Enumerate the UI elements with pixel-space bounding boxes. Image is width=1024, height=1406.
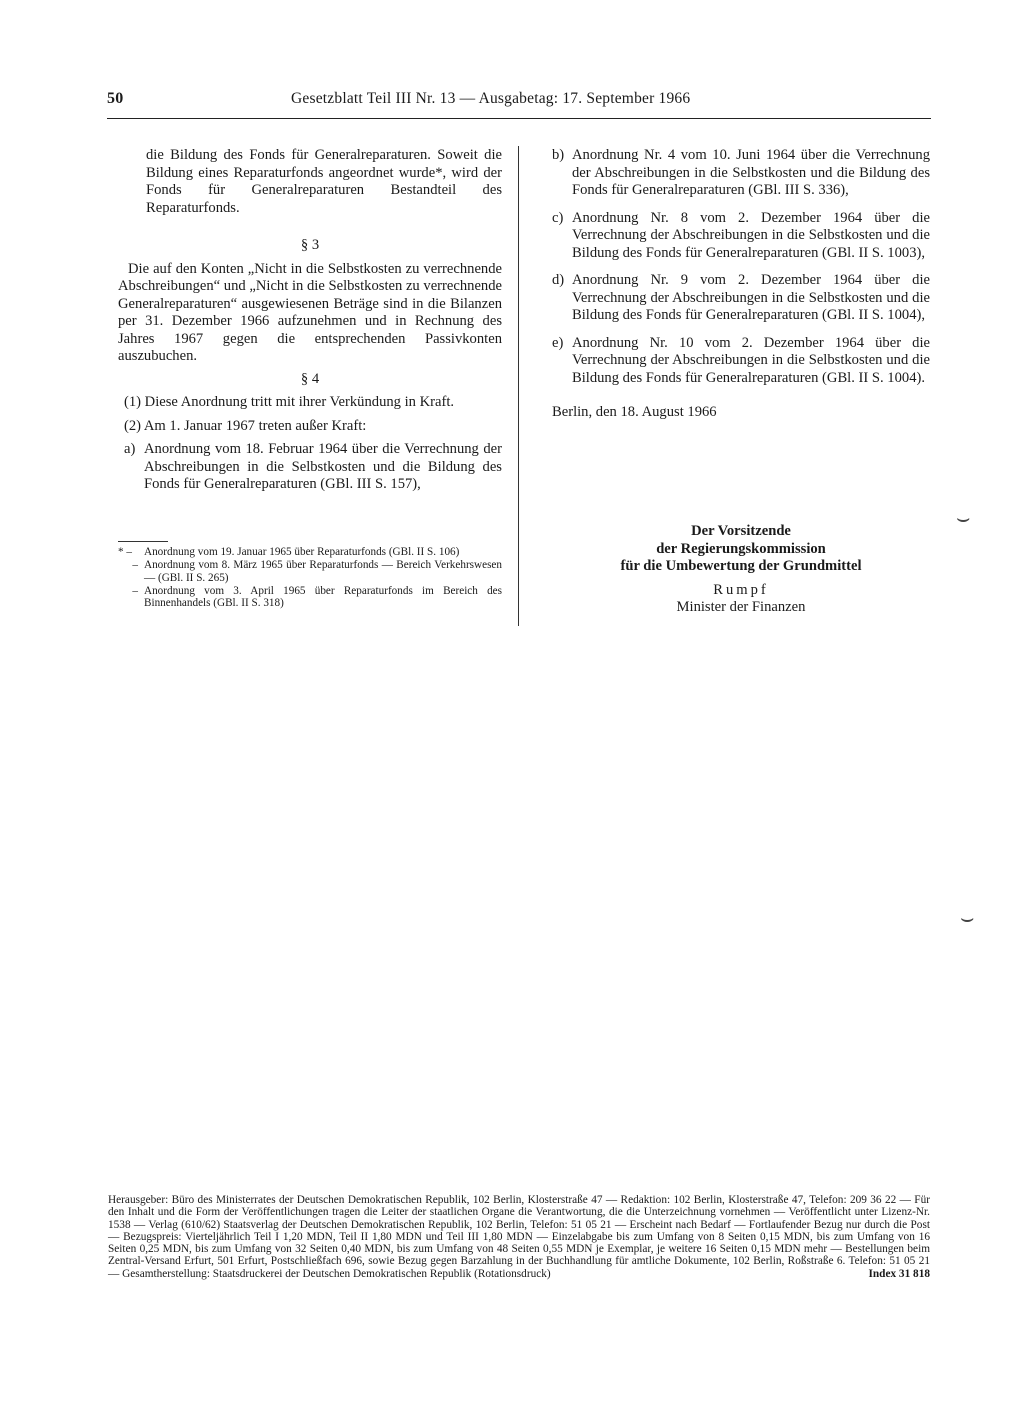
left-column xyxy=(118,147,502,494)
list-item-c xyxy=(552,210,930,263)
page-title: Gesetzblatt Teil III Nr. 13 — Ausgabetag: 17. September 1966 xyxy=(291,90,691,107)
footnote-text: Anordnung vom 8. März 1965 über Reparaturfonds — Bereich Verkehrswesen — (GBl. II S. 265) xyxy=(144,559,502,584)
index-number: Index 31 818 xyxy=(868,1267,930,1280)
list-item-label: d) xyxy=(552,272,565,288)
list-item-label: c) xyxy=(552,209,564,226)
imprint xyxy=(108,1194,930,1280)
signature-block xyxy=(552,523,930,617)
place-date: Berlin, den 18. August 1966 xyxy=(552,404,717,420)
list-item-text: Anordnung Nr. 4 vom 10. Juni 1964 über die Verrechnung der Abschreibungen in die Selbstkosten und die Bildung des Fonds für Generalreparaturen (GBl. III S. 336), xyxy=(572,147,930,198)
footnote-mark: – xyxy=(132,584,138,597)
signatory-role: Minister der Finanzen xyxy=(676,599,806,615)
page-header xyxy=(107,88,931,112)
list-item-d xyxy=(552,272,930,325)
margin-mark: ⌣ xyxy=(960,905,975,930)
list-item-label: e) xyxy=(552,334,564,351)
signatory-title-1: Der Vorsitzende xyxy=(691,523,791,539)
section-4-paragraph-1: (1) Diese Anordnung tritt mit ihrer Verkündung in Kraft. xyxy=(124,394,455,410)
column-divider xyxy=(518,146,519,626)
footnote-mark: – xyxy=(132,559,138,572)
list-item-text: Anordnung vom 18. Februar 1964 über die Verrechnung der Abschreibungen in die Selbstkosten und die Bildung des Fonds für Generalreparaturen (GBl. III S. 157), xyxy=(144,441,502,492)
list-item-label: a) xyxy=(124,441,136,457)
section-3-heading: § 3 xyxy=(300,237,320,253)
right-column xyxy=(552,147,930,422)
section-4-paragraph-2: (2) Am 1. Januar 1967 treten außer Kraft: xyxy=(124,417,367,434)
signatory-title-2: der Regierungskommission xyxy=(656,540,826,557)
footnote xyxy=(118,559,502,584)
footnote-text: Anordnung vom 3. April 1965 über Reparaturfonds im Bereich des Binnenhandels (GBl. II S. 318) xyxy=(144,584,502,610)
footnotes xyxy=(118,546,502,610)
footnote-text: Anordnung vom 19. Januar 1965 über Reparaturfonds (GBl. II S. 106) xyxy=(144,546,460,558)
footnote xyxy=(118,585,502,610)
list-item-a xyxy=(118,441,502,494)
list-item-text: Anordnung Nr. 9 vom 2. Dezember 1964 über die Verrechnung der Abschreibungen in die Selbstkosten und die Bildung des Fonds für Generalreparaturen (GBl. II S. 1004), xyxy=(572,272,930,323)
page-number: 50 xyxy=(107,90,124,107)
list-item-label: b) xyxy=(552,147,565,163)
footnote-rule xyxy=(118,541,168,542)
margin-mark: ⌣ xyxy=(956,505,971,530)
list-item-text: Anordnung Nr. 8 vom 2. Dezember 1964 über die Verrechnung der Abschreibungen in die Selbstkosten und die Bildung des Fonds für Generalreparaturen (GBl. II S. 1003), xyxy=(572,209,930,261)
section-4-heading: § 4 xyxy=(300,370,320,387)
signatory-name: Rumpf xyxy=(713,581,769,598)
section-3-text: Die auf den Konten „Nicht in die Selbstkosten zu verrechnende Abschreibungen“ und „Nicht in die Selbstkosten zu verrechnende Generalreparaturen“ ausgewiesenen Beträge sind in die Bilanzen per 31. Dezember 1966 aufzunehmen und in Rechnung des Jahres 1967 gegen die entsprechenden Passivkonten auszubuchen. xyxy=(118,260,502,364)
list-item-text: Anordnung Nr. 10 vom 2. Dezember 1964 über die Verrechnung der Abschreibungen in die Selbstkosten und die Bildung des Fonds für Generalreparaturen (GBl. II S. 1004). xyxy=(572,334,930,386)
footnote xyxy=(118,546,502,558)
header-rule xyxy=(107,118,931,119)
continued-paragraph: die Bildung des Fonds für Generalreparaturen. Soweit die Bildung eines Reparaturfonds angeordnet wurde*, wird der Fonds für Generalreparaturen Bestandteil des Reparaturfonds. xyxy=(146,147,502,216)
list-item-e xyxy=(552,335,930,388)
footnote-mark: * – xyxy=(118,546,132,558)
signatory-title-3: für die Umbewertung der Grundmittel xyxy=(620,558,862,574)
imprint-text: Herausgeber: Büro des Ministerrates der Deutschen Demokratischen Republik, 102 Berlin, Klosterstraße 47 — Redaktion: 102 Berlin, Klosterstraße 47, Telefon: 209 36 22 — Für den Inhalt und die Form der Veröffentlichungen tragen die Leiter der staatlichen Organe die Verantwortung, die die Unterzeichnung vornehmen — Veröffentlicht unter Lizenz-Nr. 1538 — Verlag (610/62) Staatsverlag der Deutschen Demokratischen Republik, 102 Berlin, Telefon: 51 05 21 — Erscheint nach Bedarf — Fortlaufender Bezug nur durch die Post — Bezugspreis: Vierteljährlich Teil I 1,20 MDN, Teil II 1,80 MDN und Teil III 1,80 MDN — Einzelabgabe bis zum Umfang von 8 Seiten 0,15 MDN, bis zum Umfang von 16 Seiten 0,25 MDN, bis zum Umfang von 32 Seiten 0,40 MDN, bis zum Umfang von 48 Seiten 0,55 MDN je Exemplar, je weitere 16 Seiten 0,15 MDN mehr — Bestellungen beim Zentral-Versand Erfurt, 501 Erfurt, Postschließfach 696, sowie Bezug gegen Barzahlung in der Buchhandlung für amtliche Dokumente, 102 Berlin, Roßstraße 6. Telefon: 51 05 21 — Gesamtherstellung: Staatsdruckerei der Deutschen Demokratischen Republik (Rotationsdruck) xyxy=(108,1194,930,1280)
list-item-b xyxy=(552,147,930,200)
